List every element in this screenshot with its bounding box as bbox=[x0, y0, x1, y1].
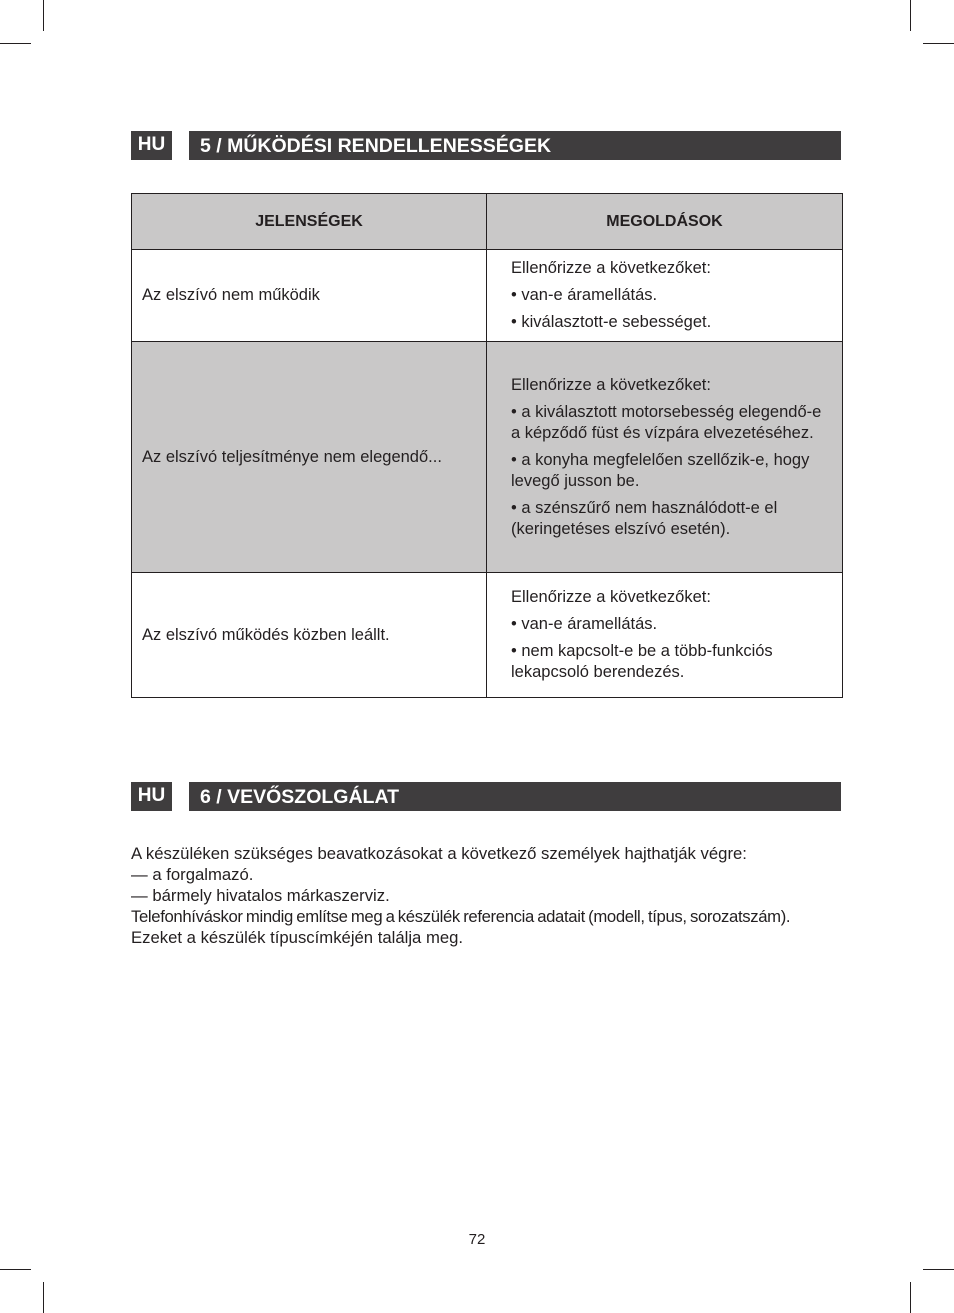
solution-line: • a konyha megfelelően szellőzik-e, hogy levegő jusson be. bbox=[511, 450, 810, 490]
section-6-header bbox=[131, 782, 841, 811]
crop-mark bbox=[43, 0, 44, 31]
symptom-cell: Az elszívó működés közben leállt. bbox=[132, 573, 487, 698]
solution-line: • a kiválasztott motorsebesség elegendő-e a képződő füst és vízpára elvezetéséhez. bbox=[511, 402, 822, 442]
service-paragraph: — bármely hivatalos márkaszerviz. bbox=[131, 886, 390, 905]
symptom-cell: Az elszívó teljesítménye nem elegendő... bbox=[132, 342, 487, 573]
solution-line: Ellenőrizze a következőket: bbox=[511, 375, 711, 394]
crop-mark bbox=[43, 1282, 44, 1313]
crop-mark bbox=[910, 0, 911, 31]
crop-mark bbox=[0, 43, 31, 44]
solution-line: • van-e áramellátás. bbox=[511, 615, 658, 633]
column-header-solutions: MEGOLDÁSOK bbox=[487, 194, 843, 250]
service-paragraph: — a forgalmazó. bbox=[131, 865, 254, 884]
service-paragraph: Telefonhíváskor mindig említse meg a készülék referencia adatait (modell, típus, sorozatszám). bbox=[131, 907, 791, 926]
service-text bbox=[131, 843, 843, 948]
service-paragraph: A készüléken szükséges beavatkozásokat a következő személyek hajthatják végre: bbox=[131, 844, 747, 863]
solution-cell bbox=[487, 250, 843, 342]
table-header-row bbox=[132, 194, 843, 250]
section-title: 5 / MŰKÖDÉSI RENDELLENESSÉGEK bbox=[189, 131, 841, 160]
crop-mark bbox=[0, 1269, 31, 1270]
solution-cell bbox=[487, 342, 843, 573]
solution-line: Ellenőrizze a következőket: bbox=[511, 259, 711, 277]
solution-line: Ellenőrizze a következőket: bbox=[511, 588, 711, 606]
crop-mark bbox=[923, 43, 954, 44]
solution-line: • nem kapcsolt-e be a több-funkciós lekapcsoló berendezés. bbox=[511, 642, 773, 681]
language-badge: HU bbox=[131, 782, 172, 811]
service-paragraph: Ezeket a készülék típuscímkéjén találja meg. bbox=[131, 928, 464, 947]
table-row bbox=[132, 342, 843, 573]
solution-line: • van-e áramellátás. bbox=[511, 286, 658, 304]
table-row bbox=[132, 573, 843, 698]
column-header-symptoms: JELENSÉGEK bbox=[132, 194, 487, 250]
solution-line: • kiválasztott-e sebességet. bbox=[511, 313, 712, 331]
language-badge: HU bbox=[131, 131, 172, 160]
section-title: 6 / VEVŐSZOLGÁLAT bbox=[189, 782, 841, 811]
page-number: 72 bbox=[468, 1231, 486, 1248]
symptom-cell: Az elszívó nem működik bbox=[132, 250, 487, 342]
crop-mark bbox=[910, 1282, 911, 1313]
solution-line: • a szénszűrő nem használódott-e el (keringetéses elszívó esetén). bbox=[511, 498, 778, 538]
troubleshooting-table bbox=[131, 193, 843, 698]
crop-mark bbox=[923, 1269, 954, 1270]
solution-cell bbox=[487, 573, 843, 698]
section-5-header bbox=[131, 131, 841, 160]
table-row bbox=[132, 250, 843, 342]
